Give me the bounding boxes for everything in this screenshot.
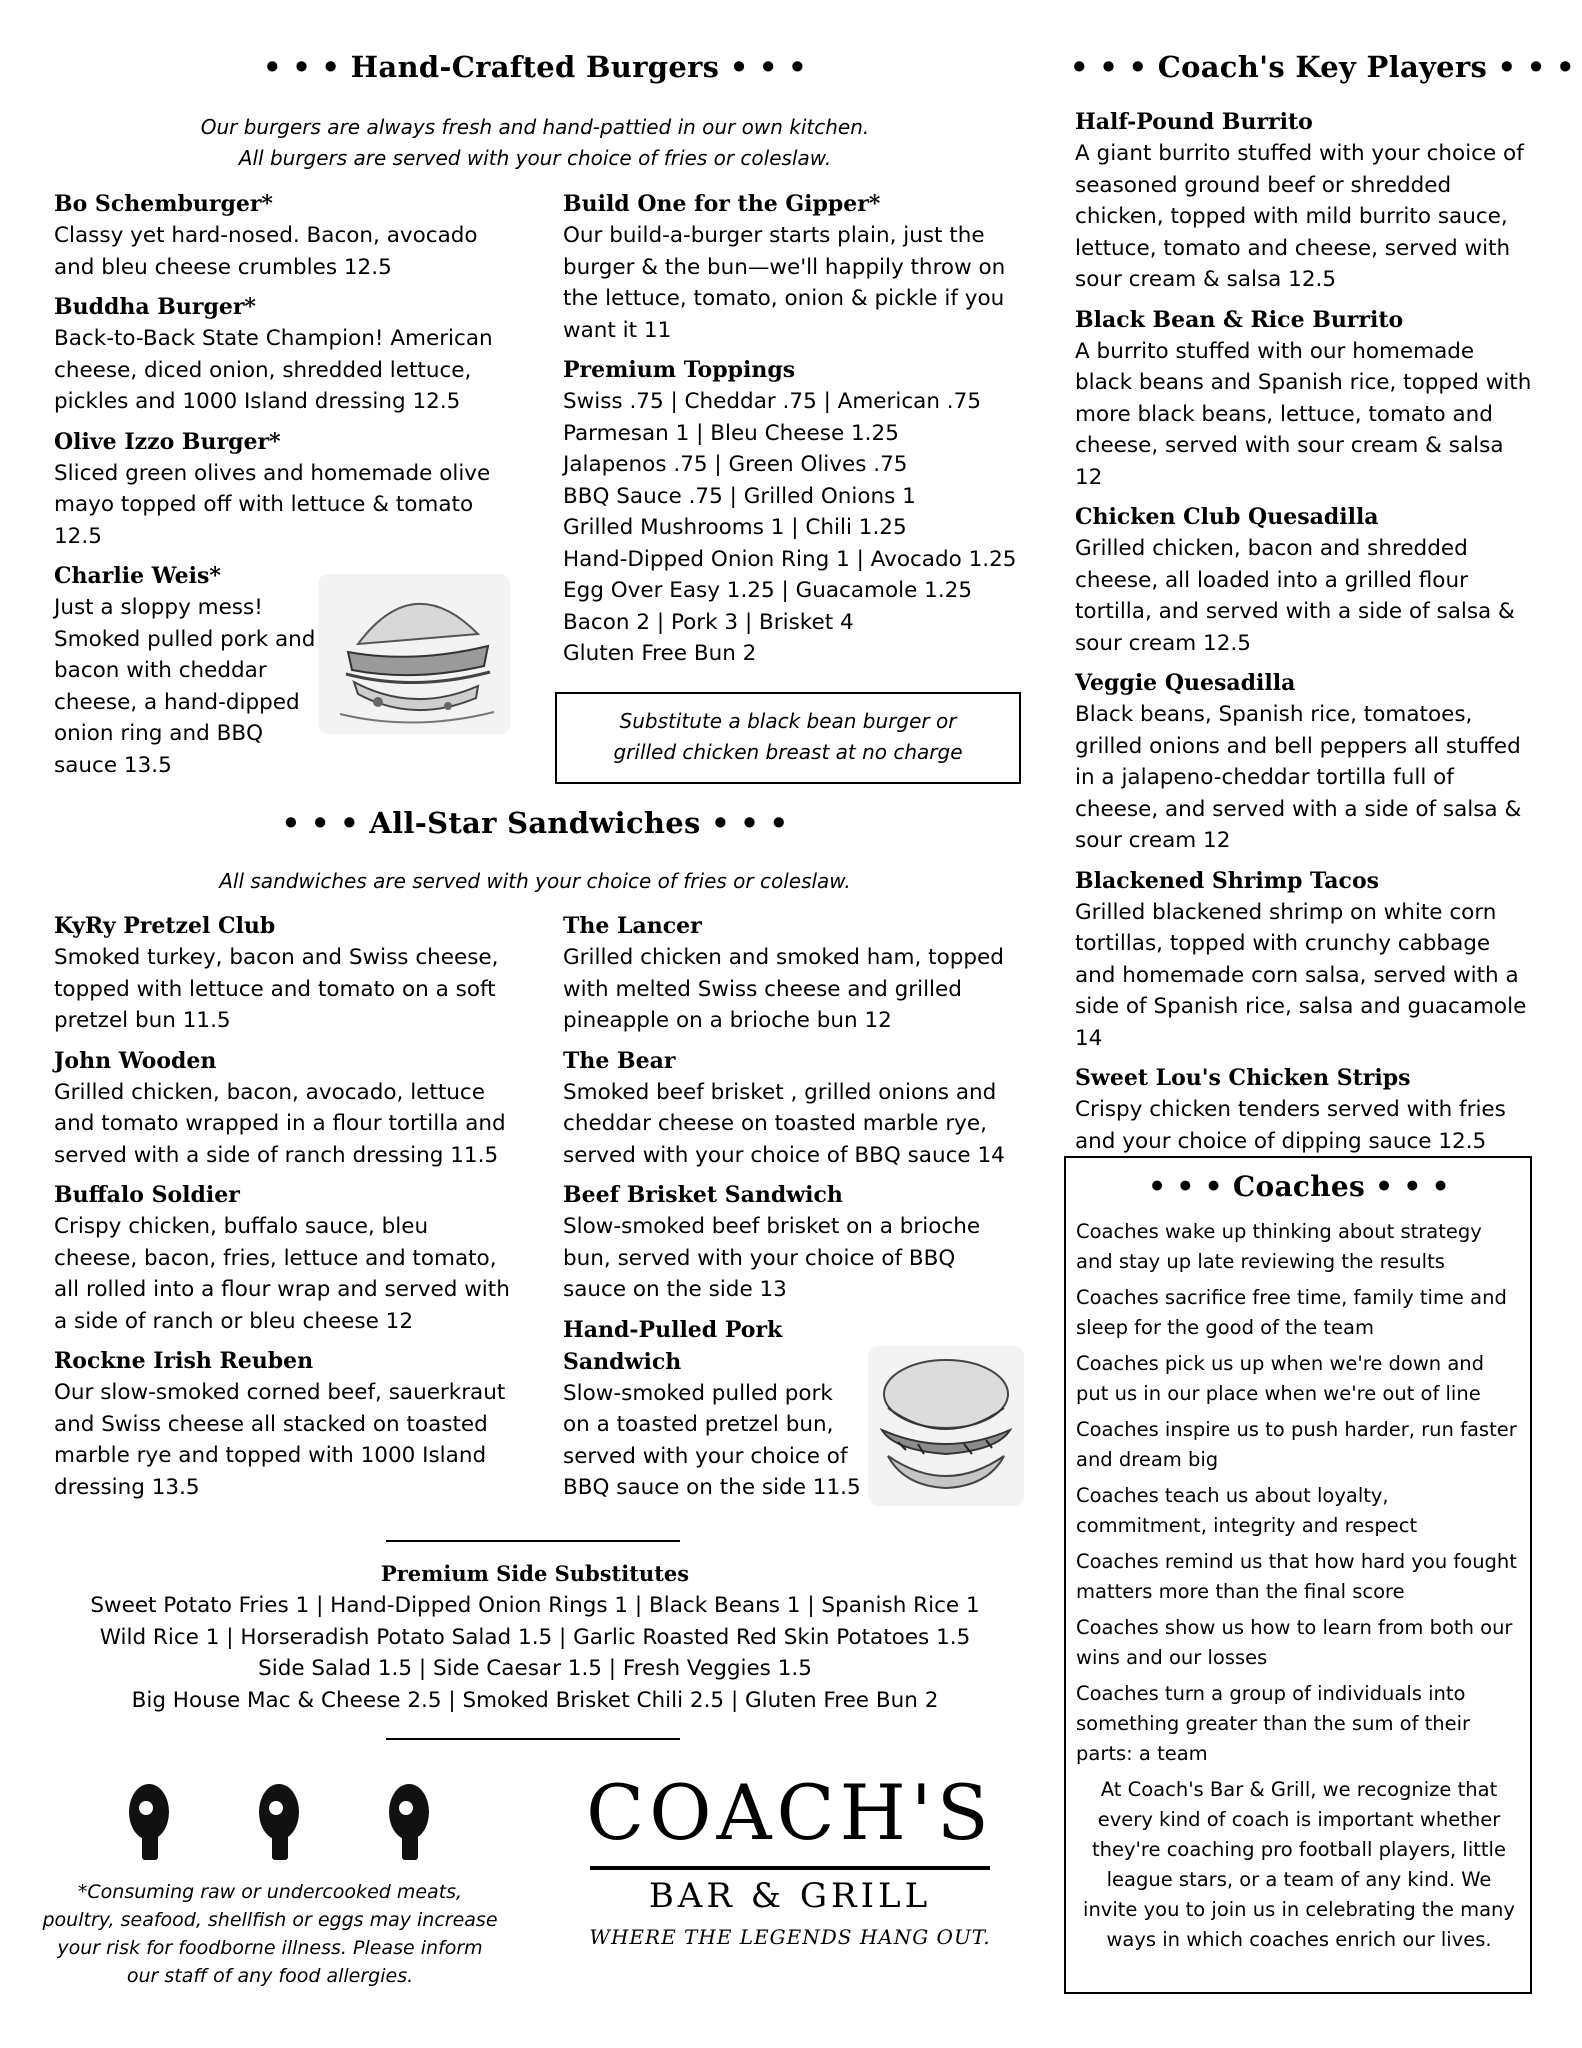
burgers-intro: [54, 112, 1016, 174]
menu-item-chicken-club-quesadilla: [1075, 501, 1535, 659]
coachs-logo: [580, 1770, 1000, 1952]
burgers-intro-line: All burgers are served with your choice of fries or coleslaw.: [238, 146, 832, 170]
menu-item-john-wooden: [54, 1045, 514, 1172]
menu-item-olive-izzo-burger: [54, 426, 504, 553]
sides-title: Premium Side Substitutes: [380, 1561, 690, 1586]
item-description: Smoked turkey, bacon and Swiss cheese, topped with lettuce and tomato on a soft pretzel bun 11.5: [54, 945, 499, 1033]
menu-item-the-lancer: [563, 910, 1023, 1037]
item-name: Buddha Burger*: [54, 294, 256, 320]
sandwich-sketch-image: [868, 1346, 1024, 1506]
item-description: Smoked beef brisket , grilled onions and cheddar cheese on toasted marble rye, served with your choice of BBQ sauce 14: [563, 1079, 1005, 1168]
disclaimer-line: your risk for foodborne illness. Please inform: [57, 1937, 483, 1959]
item-name: Charlie Weis*: [54, 563, 221, 589]
item-name: Hand-Pulled Pork Sandwich: [563, 1316, 783, 1375]
sandwiches-left-column: [54, 910, 514, 1511]
item-name: Veggie Quesadilla: [1075, 670, 1296, 696]
item-name: Half-Pound Burrito: [1075, 109, 1313, 135]
sandwiches-intro: All sandwiches are served with your choice of fries or coleslaw.: [219, 869, 851, 893]
item-description: A burrito stuffed with our homemade black beans and Spanish rice, topped with more black beans, lettuce, tomato and cheese, served with sour cream & salsa 12: [1075, 338, 1532, 490]
item-name: Olive Izzo Burger*: [54, 428, 281, 455]
item-description: Black beans, Spanish rice, tomatoes, grilled onions and bell peppers all stuffed in a jalapeno-cheddar tortilla full of cheese, and served with a side of salsa & sour cream 12: [1075, 702, 1522, 853]
item-name: Buffalo Soldier: [54, 1182, 240, 1208]
logo-name: COACH'S: [586, 1768, 994, 1857]
coaches-line: Coaches show us how to learn from both our wins and our losses: [1076, 1616, 1513, 1669]
topping-line: Jalapenos .75 | Green Olives .75: [563, 452, 908, 477]
item-description: A giant burrito stuffed with your choice of seasoned ground beef or shredded chicken, topped with mild burrito sauce, lettuce, tomato and cheese, served with sour cream & salsa 12.5: [1075, 141, 1524, 292]
item-name: Rockne Irish Reuben: [54, 1348, 314, 1374]
item-name: KyRy Pretzel Club: [54, 913, 276, 939]
menu-item-the-bear: [563, 1045, 1023, 1172]
food-safety-disclaimer: [40, 1878, 500, 1990]
menu-item-beef-brisket-sandwich: [563, 1179, 1023, 1306]
topping-line: Hand-Dipped Onion Ring 1 | Avocado 1.25: [563, 546, 1017, 572]
coaches-heading: • • • Coaches • • •: [1148, 1170, 1450, 1203]
menu-item-rockne-irish-reuben: [54, 1345, 514, 1503]
coaches-line: Coaches inspire us to push harder, run faster and dream big: [1076, 1418, 1517, 1471]
coaches-line: Coaches wake up thinking about strategy and stay up late reviewing the results: [1076, 1220, 1482, 1273]
burgers-intro-line: Our burgers are always fresh and hand-pattied in our own kitchen.: [200, 115, 870, 139]
premium-sides: [54, 1558, 1016, 1716]
item-name: Black Bean & Rice Burrito: [1075, 306, 1404, 333]
menu-item-veggie-quesadilla: [1075, 667, 1535, 857]
menu-item-build-one: [563, 188, 1023, 346]
menu-item-sweet-lous-chicken-strips: [1075, 1062, 1535, 1157]
logo-tagline: WHERE THE LEGENDS HANG OUT.: [589, 1925, 991, 1949]
menu-item-buffalo-soldier: [54, 1179, 514, 1337]
item-description: Grilled chicken, bacon, avocado, lettuce and tomato wrapped in a flour tortilla and served with a side of ranch dressing 11.5: [54, 1079, 506, 1168]
burgers-right-column: [563, 188, 1023, 678]
topping-line: Gluten Free Bun 2: [563, 641, 757, 666]
coaches-line: Coaches pick us up when we're down and put us in our place when we're out of line: [1076, 1352, 1485, 1405]
item-description: Our build-a-burger starts plain, just the burger & the bun—we'll happily throw on the lettuce, tomato, onion & pickle if you want it 11: [563, 223, 1006, 343]
item-description: Crispy chicken, buffalo sauce, bleu cheese, bacon, fries, lettuce and tomato, all rolled into a flour wrap and served with a side of ranch or bleu cheese 12: [54, 1214, 510, 1334]
item-description: Classy yet hard-nosed. Bacon, avocado and bleu cheese crumbles 12.5: [54, 223, 478, 280]
coaches-line: Coaches remind us that how hard you fought matters more than the final score: [1076, 1550, 1517, 1603]
coaches-line: Coaches sacrifice free time, family time and sleep for the good of the team: [1076, 1286, 1507, 1339]
substitute-box: [555, 692, 1021, 784]
item-description: Just a sloppy mess! Smoked pulled pork and bacon with cheddar cheese, a hand-dipped onion ring and BBQ sauce 13.5: [54, 595, 316, 778]
item-name: Beef Brisket Sandwich: [563, 1182, 843, 1208]
key-players-column: [1075, 106, 1535, 1165]
item-description: Slow-smoked pulled pork on a toasted pretzel bun, served with your choice of BBQ sauce on the side 11.5: [563, 1380, 861, 1500]
item-description: Sliced green olives and homemade olive mayo topped off with lettuce & tomato 12.5: [54, 460, 491, 549]
premium-toppings: [563, 354, 1023, 670]
topping-line: Egg Over Easy 1.25 | Guacamole 1.25: [563, 578, 973, 603]
side-line: Sweet Potato Fries 1 | Hand-Dipped Onion Rings 1 | Black Beans 1 | Spanish Rice 1: [90, 1593, 980, 1618]
sandwiches-heading: • • • All-Star Sandwiches • • •: [281, 806, 789, 840]
whistle-icon: [384, 1780, 434, 1862]
key-players-heading: • • • Coach's Key Players • • •: [1070, 50, 1575, 84]
logo-subtitle: BAR & GRILL: [648, 1876, 932, 1916]
whistle-icon: [124, 1780, 174, 1862]
side-line: Big House Mac & Cheese 2.5 | Smoked Brisket Chili 2.5 | Gluten Free Bun 2: [131, 1687, 939, 1713]
sides-bottom-rule: [386, 1738, 680, 1740]
coaches-box: [1064, 1156, 1532, 1994]
item-description: Grilled chicken, bacon and shredded cheese, all loaded into a grilled flour tortilla, and served with a side of salsa & sour cream 12.5: [1075, 536, 1515, 656]
menu-item-kyry-pretzel-club: [54, 910, 514, 1037]
menu-item-black-bean-rice-burrito: [1075, 304, 1535, 494]
burgers-heading: • • • Hand-Crafted Burgers • • •: [262, 50, 808, 84]
disclaimer-line: our staff of any food allergies.: [126, 1965, 414, 1987]
item-name: Blackened Shrimp Tacos: [1075, 867, 1380, 894]
item-description: Grilled chicken and smoked ham, topped with melted Swiss cheese and grilled pineapple on a brioche bun 12: [563, 945, 1004, 1033]
item-name: Chicken Club Quesadilla: [1075, 504, 1379, 530]
menu-item-blackened-shrimp-tacos: [1075, 865, 1535, 1055]
topping-line: Swiss .75 | Cheddar .75 | American .75: [563, 389, 982, 414]
substitute-line: grilled chicken breast at no charge: [613, 740, 963, 764]
item-name: Build One for the Gipper*: [563, 191, 881, 217]
coaches-line: Coaches teach us about loyalty, commitment, integrity and respect: [1076, 1484, 1418, 1537]
item-description: Slow-smoked beef brisket on a brioche bun, served with your choice of BBQ sauce on the side 13: [563, 1214, 981, 1302]
toppings-title: Premium Toppings: [563, 357, 796, 383]
topping-line: Grilled Mushrooms 1 | Chili 1.25: [563, 515, 907, 540]
substitute-line: Substitute a black bean burger or: [619, 709, 957, 733]
item-name: The Bear: [563, 1047, 676, 1074]
burger-sketch-image: [318, 574, 510, 734]
coaches-closing: At Coach's Bar & Grill, we recognize that every kind of coach is important whether they're coaching pro football players, little league stars, or a team of any kind. We invite you to join us in celebrating the many ways in which coaches enrich our lives.: [1083, 1778, 1515, 1951]
item-name: Bo Schemburger*: [54, 191, 273, 217]
coaches-line: Coaches turn a group of individuals into something greater than the sum of their parts: a team: [1076, 1682, 1471, 1765]
item-description: Our slow-smoked corned beef, sauerkraut and Swiss cheese all stacked on toasted marble rye and topped with 1000 Island dressing 13.5: [54, 1380, 506, 1500]
topping-line: Parmesan 1 | Bleu Cheese 1.25: [563, 420, 899, 446]
disclaimer-line: *Consuming raw or undercooked meats,: [77, 1881, 463, 1903]
item-name: John Wooden: [54, 1047, 217, 1074]
menu-item-bo-schemburger: [54, 188, 504, 283]
whistle-icon: [254, 1780, 304, 1862]
item-description: Crispy chicken tenders served with fries and your choice of dipping sauce 12.5: [1075, 1097, 1506, 1154]
disclaimer-line: poultry, seafood, shellfish or eggs may increase: [42, 1909, 498, 1931]
menu-item-half-pound-burrito: [1075, 106, 1535, 296]
item-description: Back-to-Back State Champion! American cheese, diced onion, shredded lettuce, pickles and 1000 Island dressing 12.5: [54, 326, 493, 414]
topping-line: Bacon 2 | Pork 3 | Brisket 4: [563, 609, 854, 635]
topping-line: BBQ Sauce .75 | Grilled Onions 1: [563, 483, 916, 509]
menu-item-buddha-burger: [54, 291, 504, 418]
side-line: Side Salad 1.5 | Side Caesar 1.5 | Fresh Veggies 1.5: [258, 1656, 812, 1681]
item-description: Grilled blackened shrimp on white corn tortillas, topped with crunchy cabbage and homemade corn salsa, served with a side of Spanish rice, salsa and guacamole 14: [1075, 899, 1527, 1051]
sides-top-rule: [386, 1540, 680, 1542]
side-line: Wild Rice 1 | Horseradish Potato Salad 1.5 | Garlic Roasted Red Skin Potatoes 1.5: [99, 1624, 971, 1650]
item-name: Sweet Lou's Chicken Strips: [1075, 1065, 1411, 1091]
item-name: The Lancer: [563, 913, 702, 939]
